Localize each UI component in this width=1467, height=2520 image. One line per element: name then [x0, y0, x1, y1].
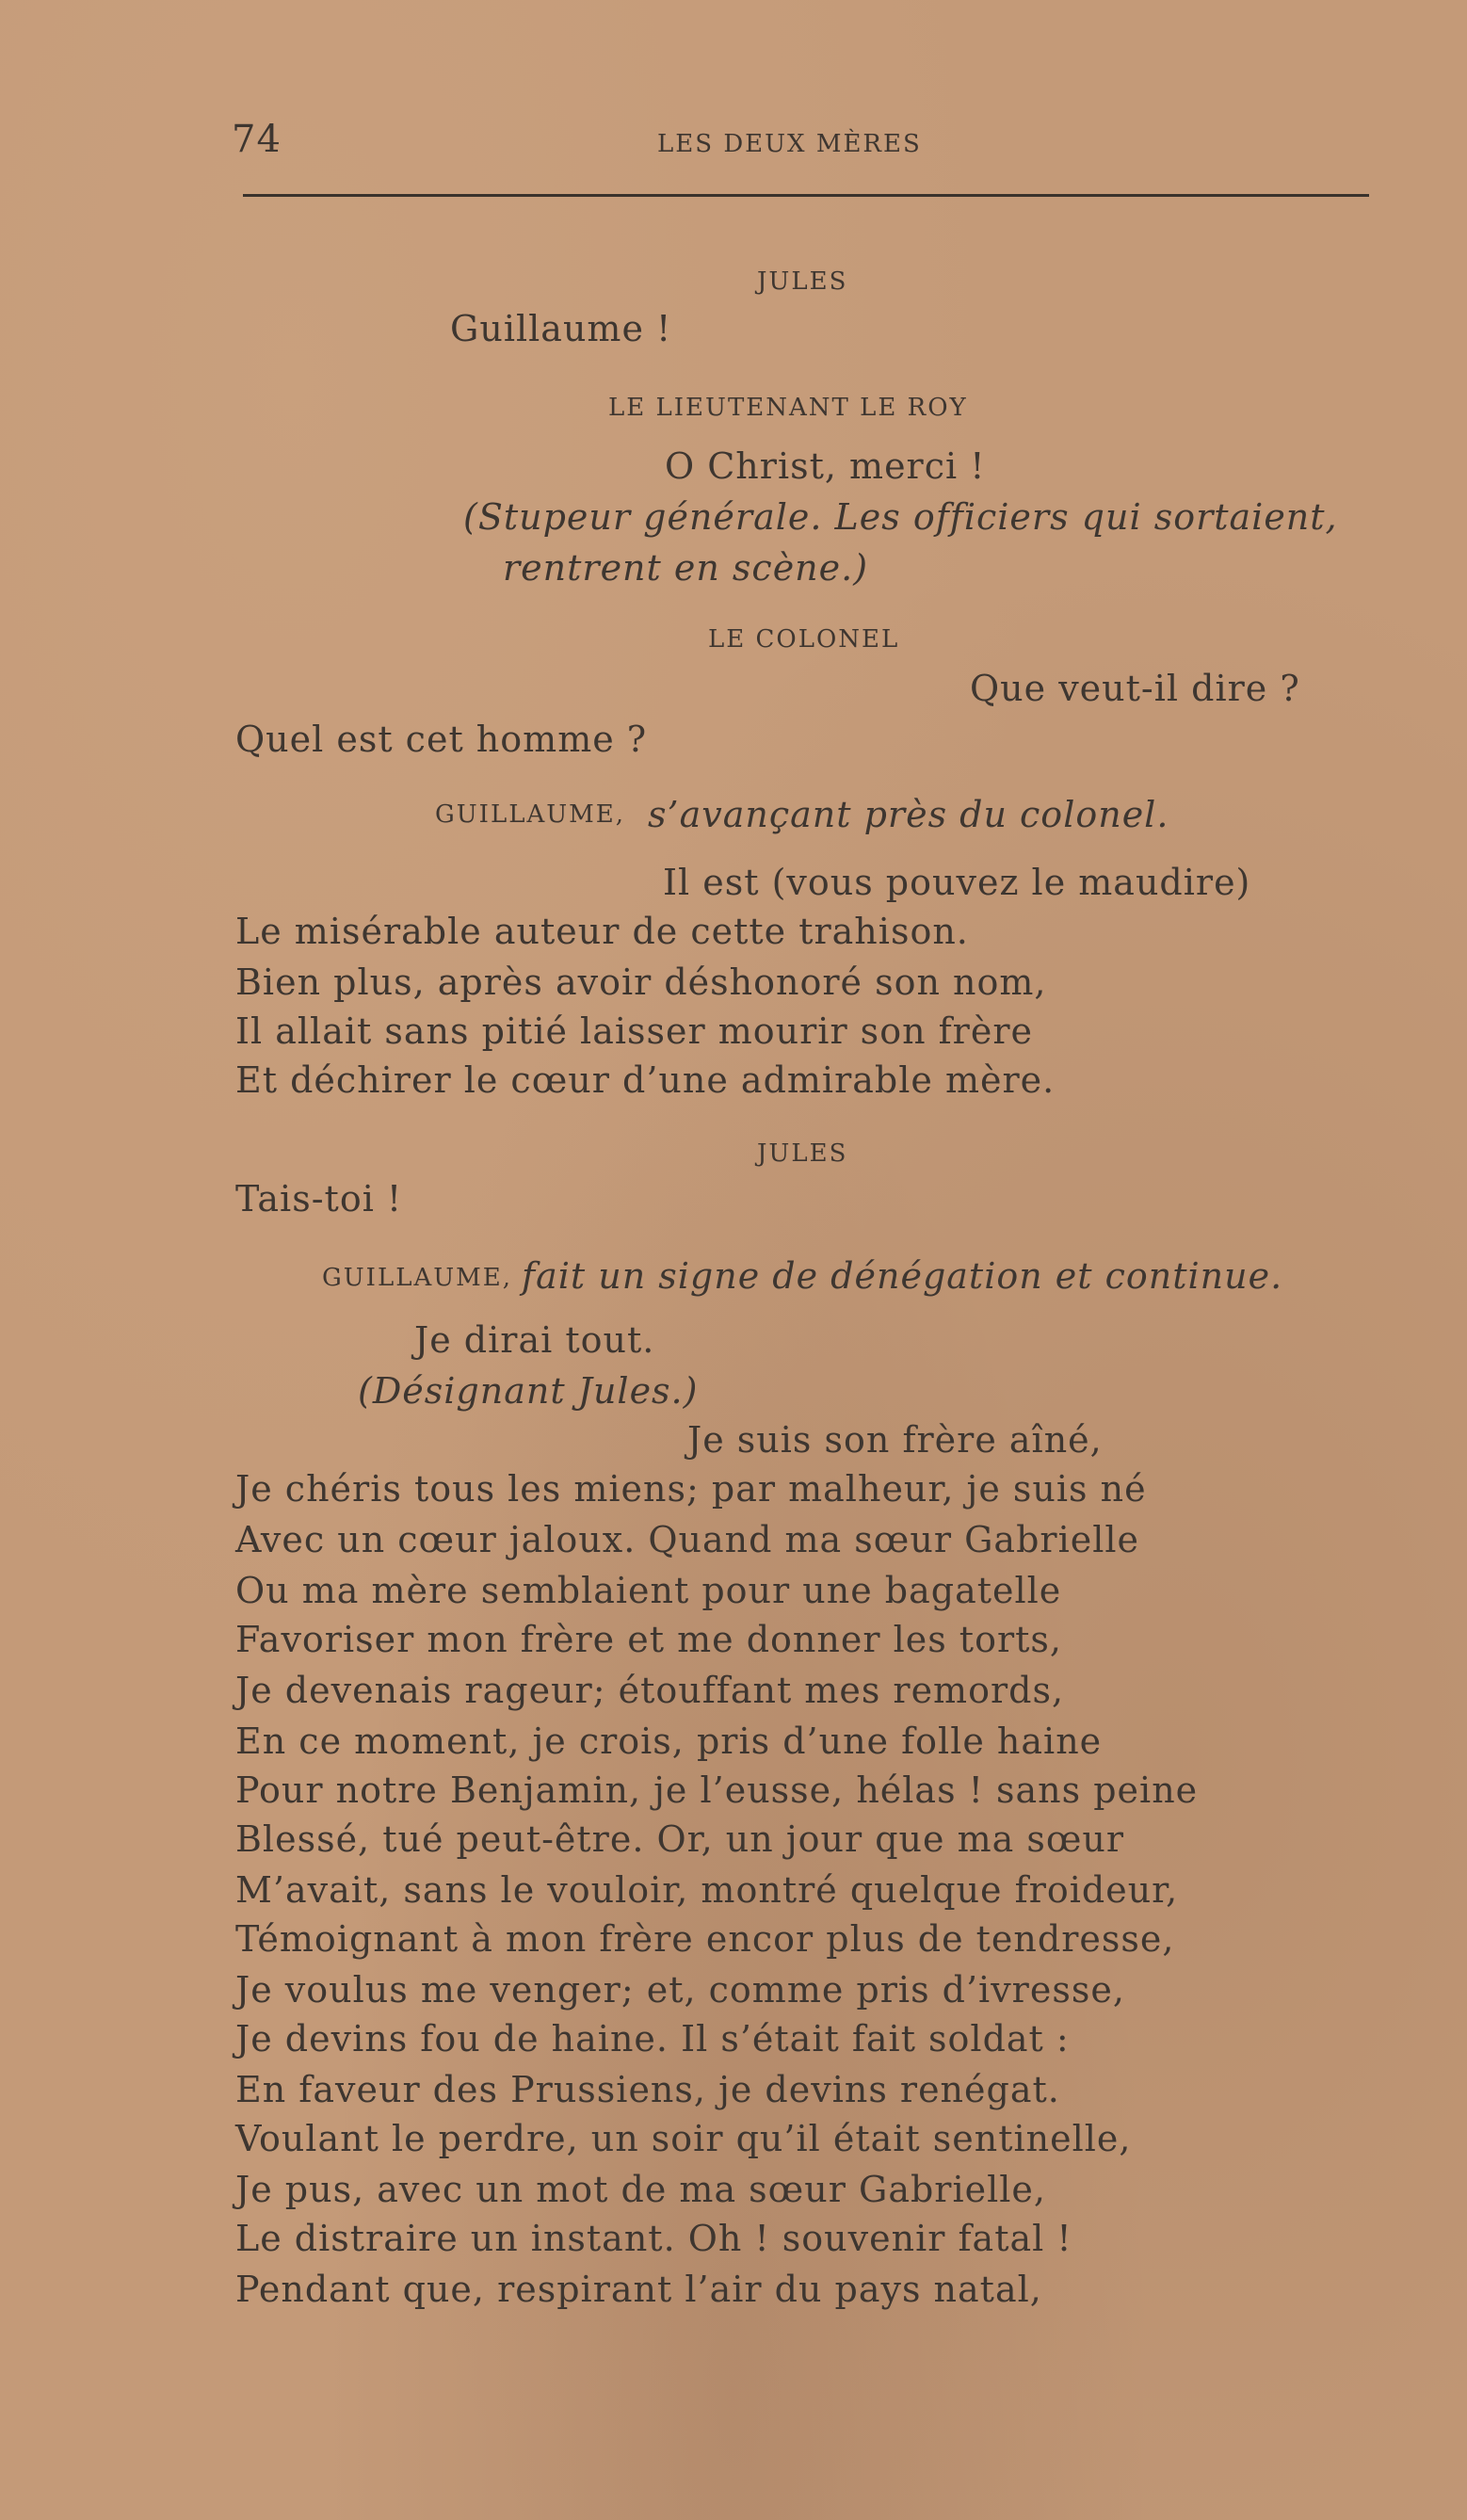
verse-line: Guillaume !: [450, 308, 672, 349]
speaker-name: LE COLONEL: [708, 625, 900, 654]
verse-line: Il est (vous pouvez le maudire): [663, 862, 1251, 903]
running-title: LES DEUX MÈRES: [657, 130, 922, 158]
verse-line: O Christ, merci !: [665, 445, 986, 487]
stage-direction: (Stupeur générale. Les officiers qui sortaient,: [463, 496, 1338, 538]
verse-line: Je dirai tout.: [414, 1319, 655, 1361]
verse-line: Je devenais rageur; étouffant mes remords,: [235, 1670, 1065, 1711]
page-number: 74: [232, 118, 282, 161]
verse-line: M’avait, sans le vouloir, montré quelque froideur,: [235, 1869, 1179, 1911]
verse-line: Témoignant à mon frère encor plus de tendresse,: [235, 1918, 1175, 1960]
verse-line: Ou ma mère semblaient pour une bagatelle: [235, 1570, 1062, 1611]
stage-direction: (Désignant Jules.): [358, 1370, 699, 1412]
verse-line: Avec un cœur jaloux. Quand ma sœur Gabrielle: [235, 1519, 1140, 1560]
speaker-name: GUILLAUME,: [435, 800, 626, 829]
stage-direction: fait un signe de dénégation et continue.: [522, 1255, 1283, 1297]
verse-line: Je devins fou de haine. Il s’était fait soldat :: [235, 2018, 1070, 2060]
verse-line: Blessé, tué peut-être. Or, un jour que ma sœur: [235, 1818, 1125, 1860]
verse-line: Pendant que, respirant l’air du pays natal,: [235, 2269, 1042, 2310]
verse-line: Je suis son frère aîné,: [687, 1419, 1103, 1461]
speaker-name: LE LIEUTENANT LE ROY: [608, 394, 968, 422]
stage-direction: s’avançant près du colonel.: [648, 794, 1169, 835]
verse-line: Je pus, avec un mot de ma sœur Gabrielle,: [235, 2169, 1046, 2210]
verse-line: En faveur des Prussiens, je devins renégat.: [235, 2069, 1060, 2110]
header-rule: [243, 194, 1369, 197]
verse-line: Je chéris tous les miens; par malheur, je suis né: [235, 1468, 1147, 1510]
verse-line: Le distraire un instant. Oh ! souvenir fatal !: [235, 2218, 1072, 2259]
speaker-name: JULES: [757, 1139, 848, 1168]
verse-line: Bien plus, après avoir déshonoré son nom,: [235, 961, 1047, 1003]
verse-line: Pour notre Benjamin, je l’eusse, hélas ! sans peine: [235, 1769, 1199, 1811]
verse-line: Voulant le perdre, un soir qu’il était sentinelle,: [235, 2118, 1132, 2159]
verse-line: Tais-toi !: [235, 1178, 403, 1220]
speaker-name: GUILLAUME,: [322, 1264, 513, 1292]
verse-line: Il allait sans pitié laisser mourir son frère: [235, 1010, 1033, 1052]
verse-line: Favoriser mon frère et me donner les torts,: [235, 1619, 1062, 1660]
speaker-name: JULES: [757, 267, 848, 296]
verse-line: Et déchirer le cœur d’une admirable mère.: [235, 1059, 1056, 1101]
verse-line: Le misérable auteur de cette trahison.: [235, 911, 969, 952]
verse-line: En ce moment, je crois, pris d’une folle haine: [235, 1720, 1103, 1762]
stage-direction: rentrent en scène.): [503, 547, 869, 589]
verse-line: Quel est cet homme ?: [235, 719, 648, 760]
verse-line: Je voulus me venger; et, comme pris d’ivresse,: [235, 1969, 1125, 2011]
verse-line: Que veut-il dire ?: [970, 668, 1300, 709]
